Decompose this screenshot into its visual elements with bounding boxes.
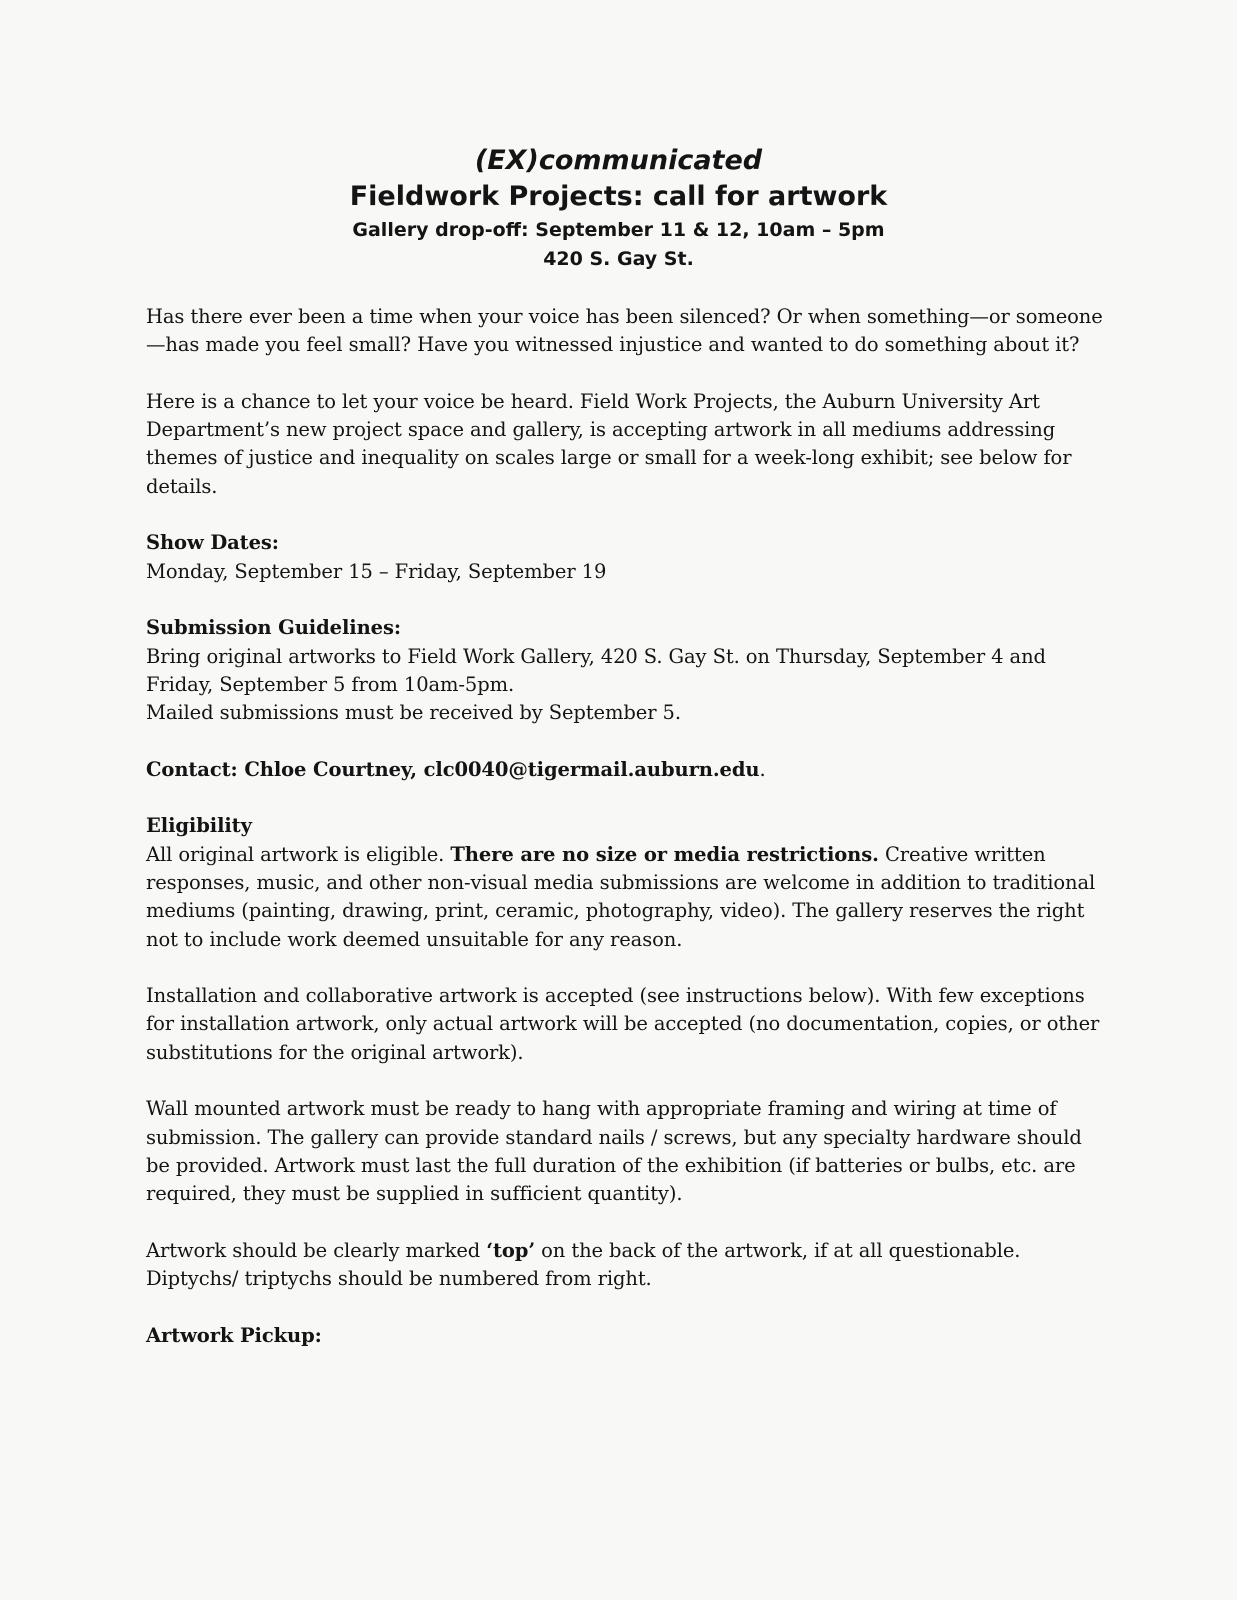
eligibility-paragraph-3: Wall mounted artwork must be ready to hang with appropriate framing and wiring at time of submission. The gallery can provide standard nails / screws, but any specialty hardware should be provided. Artwork must last the full duration of the exhibition (if batteries or bulbs, etc. are required, they must be supplied in sufficient quantity). [146, 1097, 1082, 1206]
pickup-section [146, 1322, 1106, 1350]
eligibility-heading: Eligibility [146, 814, 252, 838]
intro-paragraph-2: Here is a chance to let your voice be heard. Field Work Projects, the Auburn University Art Department’s new project space and gallery, is accepting artwork in all mediums addressing themes of justice and inequality on scales large or small for a week-long exhibit; see below for details. [146, 389, 1072, 498]
contact-name-email[interactable]: : Chloe Courtney, clc0040@tigermail.auburn.edu [230, 757, 760, 781]
show-dates-text: Monday, September 15 – Friday, September 19 [146, 559, 607, 583]
eligibility-p1-bold: There are no size or media restrictions. [450, 842, 879, 866]
show-dates-section [146, 529, 1106, 586]
eligibility-paragraph-2: Installation and collaborative artwork is accepted (see instructions below). With few exceptions for installation artwork, only actual artwork will be accepted (no documentation, copies, or other substitutions for the original artwork). [146, 984, 1100, 1064]
submission-heading: Submission Guidelines: [146, 616, 401, 640]
submission-text-2: Mailed submissions must be received by September 5. [146, 701, 681, 725]
eligibility-paragraph-4 [146, 1237, 1106, 1294]
pickup-heading: Artwork Pickup: [146, 1323, 322, 1347]
eligibility-p4-end: on the back of the artwork, if at all questionable. Diptychs/ triptychs should be numbered from right. [146, 1238, 1021, 1291]
show-dates-heading: Show Dates: [146, 531, 279, 555]
contact-label: Contact [146, 757, 231, 781]
submission-text-1: Bring original artworks to Field Work Gallery, 420 S. Gay St. on Thursday, September 4 and Friday, September 5 from 10am-5pm. [146, 644, 1046, 696]
eligibility-p4-start: Artwork should be clearly marked [146, 1238, 487, 1262]
contact-period: . [759, 757, 766, 781]
exhibit-title: (EX)communicated [474, 145, 763, 176]
intro-paragraph-1: Has there ever been a time when your voice has been silenced? Or when something—or someone—has made you feel small? Have you witnessed injustice and wanted to do something about it? [146, 305, 1103, 357]
submission-section [146, 614, 1106, 727]
document-body [146, 303, 1106, 1378]
document-header [0, 144, 1237, 274]
eligibility-section [146, 812, 1106, 953]
eligibility-p1-start: All original artwork is eligible. [146, 842, 451, 866]
dropoff-line: Gallery drop-off: September 11 & 12, 10am – 5pm [352, 219, 885, 241]
contact-line [146, 756, 1106, 784]
eligibility-p1-end: Creative written responses, music, and other non-visual media submissions are welcome in addition to traditional mediums (painting, drawing, print, ceramic, photography, video). The gallery reserves the right not to include work deemed unsuitable for any reason. [146, 842, 1096, 951]
call-title: Fieldwork Projects: call for artwork [349, 181, 888, 212]
address-line: 420 S. Gay St. [543, 248, 694, 270]
eligibility-p4-bold: ‘top’ [486, 1238, 536, 1262]
